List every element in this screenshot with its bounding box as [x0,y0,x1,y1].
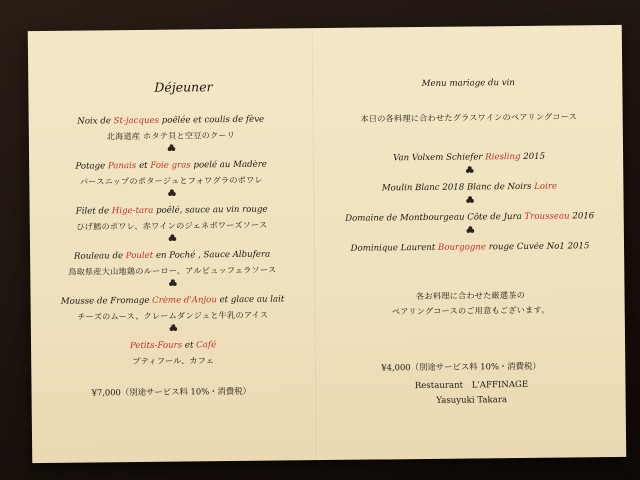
club-icon [316,224,624,239]
lunch-menu [28,28,317,463]
course-1-japanese: 北海道産 ホタテ貝と空豆のクーリ [106,129,236,142]
course-6-french: Petits-Fours et Café [129,340,217,352]
menu-card [28,25,626,463]
club-icon [30,232,314,247]
course-2-french: Potage Panais et Foie gras poelé au Madère [75,159,267,172]
club-icon [31,322,315,337]
wine-3: Domaine de Montbourgeau Côte de Jura Trousseau 2016 [345,211,595,224]
club-icon [315,164,623,179]
wine-1: Van Volxem Schiefer Riesling 2015 [393,151,546,164]
club-icon [30,277,314,292]
course-3-japanese: ひげ鱈のポワレ、赤ワインのジェネボワーズソース [76,219,268,232]
tea-pairing-line-1: 各お料理に合わせた厳選茶の [415,289,526,302]
restaurant-name: Restaurant L'AFFINAGE [414,379,529,392]
lunch-title: Déjeuner [154,79,213,95]
course-4-french: Rouleau de Poulet en Poché , Sauce Albufera [73,249,271,262]
wine-pairing [314,25,627,460]
tea-pairing-line-2: ペアリングコースのご用意もございます。 [391,304,550,317]
course-5-french: Mousse de Fromage Crème d'Anjou et glace au lait [60,294,285,307]
wine-2: Moulin Blanc 2018 Blanc de Noirs Loire [381,181,558,194]
club-icon [29,142,313,157]
club-icon [316,194,624,209]
pairing-subtitle: 本日の各料理に合わせたグラスワインのペアリングコース [360,111,577,124]
course-4-japanese: 鳥取県産大山地鶏のルーロー、アルビュッフェラソース [68,264,277,277]
course-6-japanese: プティフール、カフェ [132,355,215,367]
course-1-french: Noix de St-jacques poêlée et coulis de fève [77,114,265,127]
course-2-japanese: パースニップのポタージュとフォワグラのポワレ [79,174,263,187]
course-3-french: Filet de Hige-tara poêlé, sauce au vin rouge [75,204,268,217]
course-5-japanese: チーズのムース、クレームダンジュと牛乳のアイス [77,309,269,322]
wine-4: Dominique Laurent Bourgogne rouge Cuvée No1 2015 [350,241,590,254]
pairing-title: Menu mariage du vin [421,78,515,89]
chef-name: Yasuyuki Takara [436,395,508,406]
pairing-price: ¥4,000（別途サービス料 10%・消費税） [381,360,541,373]
club-icon [29,187,313,202]
lunch-price: ¥7,000（別途サービス料 10%・消費税） [91,385,252,398]
